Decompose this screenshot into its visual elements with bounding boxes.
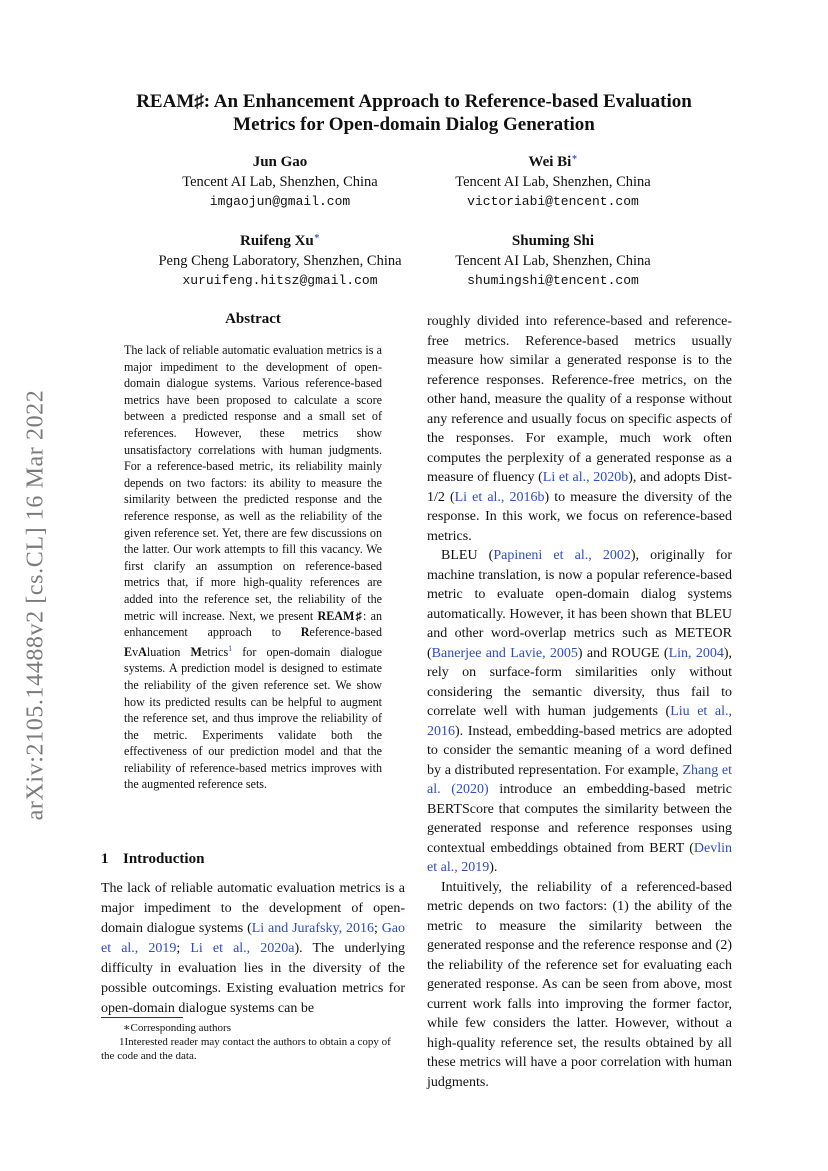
citation-link[interactable]: Gao et al., 2019 — [101, 921, 406, 956]
right-paragraph-1: roughly divided into reference-based and reference-free metrics. Reference-based metrics usually measure how similar a generated response is to the reference responses. Reference-free metrics, on the other hand, measure the quality of a response without any reference and usually focus on specific aspects of the responses. For example, much work often computes the perplexity of a generated response as a measure of fluency (Li et al., 2020b), and adopts Dist-1/2 (Li et al., 2016b) to measure the diversity of the response. In this work, we focus on reference-based metrics. — [427, 314, 732, 544]
citation-link[interactable]: Banerjee and Lavie, 2005 — [431, 645, 578, 661]
title-line-1: REAM♯: An Enhancement Approach to Reference-based Evaluation — [136, 91, 692, 112]
citation-link[interactable]: Zhang et al. (2020) — [427, 762, 733, 797]
author-name: Ruifeng Xu∗ — [240, 231, 320, 249]
author-affiliation: Tencent AI Lab, Shenzhen, China — [455, 253, 651, 269]
citation-link[interactable]: Devlin et al., 2019 — [427, 840, 732, 875]
author-email[interactable]: xuruifeng.hitsz@gmail.com — [182, 273, 378, 288]
author-affiliation: Tencent AI Lab, Shenzhen, China — [455, 174, 651, 190]
author-name: Wei Bi∗ — [528, 152, 578, 170]
author-block-3 — [140, 226, 420, 291]
citation-link[interactable]: Li et al., 2020a — [190, 941, 295, 956]
footnote-corresponding: ∗Corresponding authors — [123, 1022, 231, 1034]
citation-link[interactable]: Li and Jurafsky, 2016 — [251, 921, 374, 936]
arxiv-stamp — [21, 360, 51, 850]
right-paragraph-3: Intuitively, the reliability of a referenced-based metric depends on two factors: (1) the ability of the metric to measure the similarity between the generated response and the reference response and (2) the reliability of the reference set for evaluating each generated response. As can be seen from above, most current work falls into improving the former factor, while few considers the latter. However, without a high-quality reference set, the results obtained by all these metrics will have a poor correlation with human judgments. — [427, 879, 732, 1090]
abstract-paragraph: The lack of reliable automatic evaluation metrics is a major impediment to the development of open-domain dialogue systems. Various reference-based metrics have been proposed to calculate a score between a predicted response and a small set of references. However, these metrics show unsatisfactory correlations with human judgments. For a reference-based metric, its reliability mainly depends on two factors: its ability to measure the similarity between the predicted response and the reference response, as well as the reliability of the given reference set. Yet, there are few discussions on the latter. Our work attempts to fill this vacancy. We first clarify an assumption on reference-based metrics that, if more high-quality references are added into the reference set, the reliability of the metric will increase. Next, we present REAM♯: an enhancement approach to Reference-based EvAluation Metrics$^1$ for open-domain dialogue systems. A prediction model is designed to estimate the reliability of the given reference set. We show how its predicted results can be helpful to augment the reference set, and thus improve the reliability of the metric. Experiments validate both the effectiveness of our prediction model and that the reliability of reference-based metrics improves with the augmented reference sets. — [124, 343, 382, 792]
author-block-1 — [160, 147, 400, 212]
author-name: Shuming Shi — [511, 233, 595, 249]
author-name: Jun Gao — [252, 154, 308, 170]
arxiv-stamp-text: arXiv:2105.14488v2 [cs.CL] 16 Mar 2022 — [22, 389, 49, 821]
author-email[interactable]: imgaojun@gmail.com — [209, 194, 351, 209]
author-email[interactable]: shumingshi@tencent.com — [467, 273, 639, 288]
footnote-mark[interactable]: 1 — [228, 643, 233, 653]
right-column — [427, 312, 732, 1092]
intro-paragraph: The lack of reliable automatic evaluation metrics is a major impediment to the development of open-domain dialogue systems (Li and Jurafsky, 2016; Gao et al., 2019; Li et al., 2020a). The underlying difficulty in evaluation lies in the diversity of the possible outcomings. Existing evaluation metrics for open-domain dialogue systems can be — [101, 881, 406, 1016]
paper-title — [96, 90, 732, 136]
citation-link[interactable]: Papineni et al., 2002 — [493, 548, 631, 563]
citation-link[interactable]: Liu et al., 2016 — [427, 704, 733, 739]
footnote-rule — [101, 1017, 183, 1018]
intro-left-column — [101, 879, 405, 1019]
section-heading-introduction: 1 Introduction — [101, 851, 205, 867]
abstract-body — [124, 342, 382, 793]
citation-link[interactable]: Lin, 2004 — [668, 645, 724, 661]
footnotes — [101, 1021, 405, 1063]
citation-link[interactable]: Li et al., 2020b — [542, 470, 629, 485]
author-block-2 — [428, 147, 678, 212]
title-line-2: Metrics for Open-domain Dialog Generation — [233, 114, 595, 135]
right-paragraph-2: BLEU (Papineni et al., 2002), originally for machine translation, is now a popular reference-based metric to evaluate open-domain dialog systems automatically. However, it has been shown that BLEU and other word-overlap metrics such as METEOR (Banerjee and Lavie, 2005) and ROUGE (Lin, 2004), rely on surface-form similarities only without considering the semantic diversity, thus fail to correlate well with human judgements (Liu et al., 2016). Instead, embedding-based metrics are adopted to consider the semantic meaning of a word defined by a distributed representation. For example, Zhang et al. (2020) introduce an embedding-based metric BERTScore that computes the similarity between the generated response and reference responses using contextual embeddings obtained from BERT (Devlin et al., 2019). — [427, 548, 733, 875]
footnote-code: 1Interested reader may contact the authors to obtain a copy of the code and the data. — [101, 1036, 391, 1062]
author-affiliation: Tencent AI Lab, Shenzhen, China — [182, 174, 378, 190]
author-affiliation: Peng Cheng Laboratory, Shenzhen, China — [158, 253, 402, 269]
citation-link[interactable]: Li et al., 2016b — [454, 489, 545, 505]
author-email[interactable]: victoriabi@tencent.com — [467, 194, 639, 209]
abstract-heading: Abstract — [225, 311, 281, 327]
author-block-4 — [428, 226, 678, 291]
